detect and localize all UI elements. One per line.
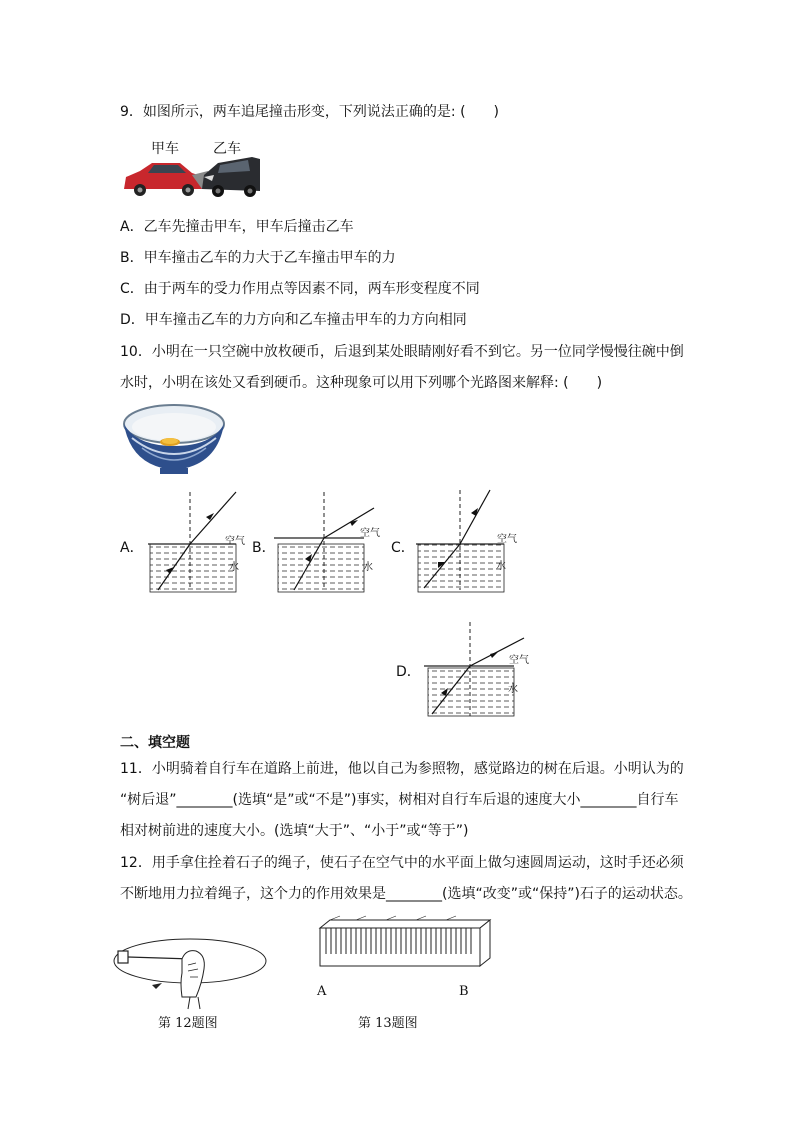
q12-line1: 12．用手拿住拴着石子的绳子，使石子在空气中的水平面上做匀速圆周运动，这时手还必须	[120, 855, 684, 871]
q9-option-c: C．由于两车的受力作用点等因素不同，两车形变程度不同	[120, 281, 480, 297]
q9-option-a: A．乙车先撞击甲车，甲车后撞击乙车	[120, 219, 354, 235]
figure-13-caption: 第 13题图	[358, 1016, 418, 1031]
diagram-a-label: A．	[120, 540, 144, 556]
diagram-a-water: 水	[229, 562, 239, 573]
diagram-a-air: 空气	[225, 536, 245, 547]
q12-line2: 不断地用力拉着绳子，这个力的作用效果是________(选填“改变”或“保持”)石子的运动状态。	[120, 886, 692, 902]
diagram-d-air: 空气	[509, 655, 529, 666]
figure-13-label-b: B	[459, 984, 469, 999]
light-diagram-d	[424, 620, 534, 720]
section-title: 二、填空题	[120, 735, 190, 751]
comb-figure	[316, 918, 492, 970]
q9-stem: 9．如图所示，两车追尾撞击形变，下列说法正确的是: ( )	[120, 104, 499, 120]
figure-12-caption: 第 12题图	[158, 1016, 218, 1031]
q10-stem-line1: 10．小明在一只空碗中放枚硬币，后退到某处眼睛刚好看不到它。另一位同学慢慢往碗中倒	[120, 344, 684, 360]
diagram-b-water: 水	[363, 562, 373, 573]
diagram-c-air: 空气	[497, 534, 517, 545]
light-diagram-b	[274, 490, 384, 594]
figure-13-label-a: A	[317, 984, 327, 999]
q9-option-b: B．甲车撞击乙车的力大于乙车撞击甲车的力	[120, 250, 396, 266]
bowl-coin-image	[122, 402, 226, 478]
q11-line3: 相对树前进的速度大小。(选填“大于”、“小于”或“等于”)	[120, 823, 469, 839]
diagram-d-label: D．	[396, 664, 421, 680]
car-crash-image	[122, 155, 262, 199]
diagram-c-label: C．	[391, 540, 415, 556]
diagram-d-water: 水	[508, 684, 518, 695]
q11-line1: 11．小明骑着自行车在道路上前进，他以自己为参照物，感觉路边的树在后退。小明认为的	[120, 761, 684, 777]
car-a-label: 甲车	[151, 141, 179, 157]
q10-stem-line2: 水时，小明在该处又看到硬币。这种现象可以用下列哪个光路图来解释: ( )	[120, 375, 603, 391]
q9-option-d: D．甲车撞击乙车的力方向和乙车撞击甲车的力方向相同	[120, 312, 467, 328]
stone-circular-motion-figure	[112, 925, 272, 1011]
diagram-b-label: B．	[252, 540, 276, 556]
diagram-c-water: 水	[496, 561, 506, 572]
diagram-b-air: 空气	[360, 528, 380, 539]
car-b-label: 乙车	[213, 141, 241, 157]
q11-line2: “树后退”________(选填“是”或“不是”)事实，树相对自行车后退的速度大小________自行车	[120, 792, 679, 808]
